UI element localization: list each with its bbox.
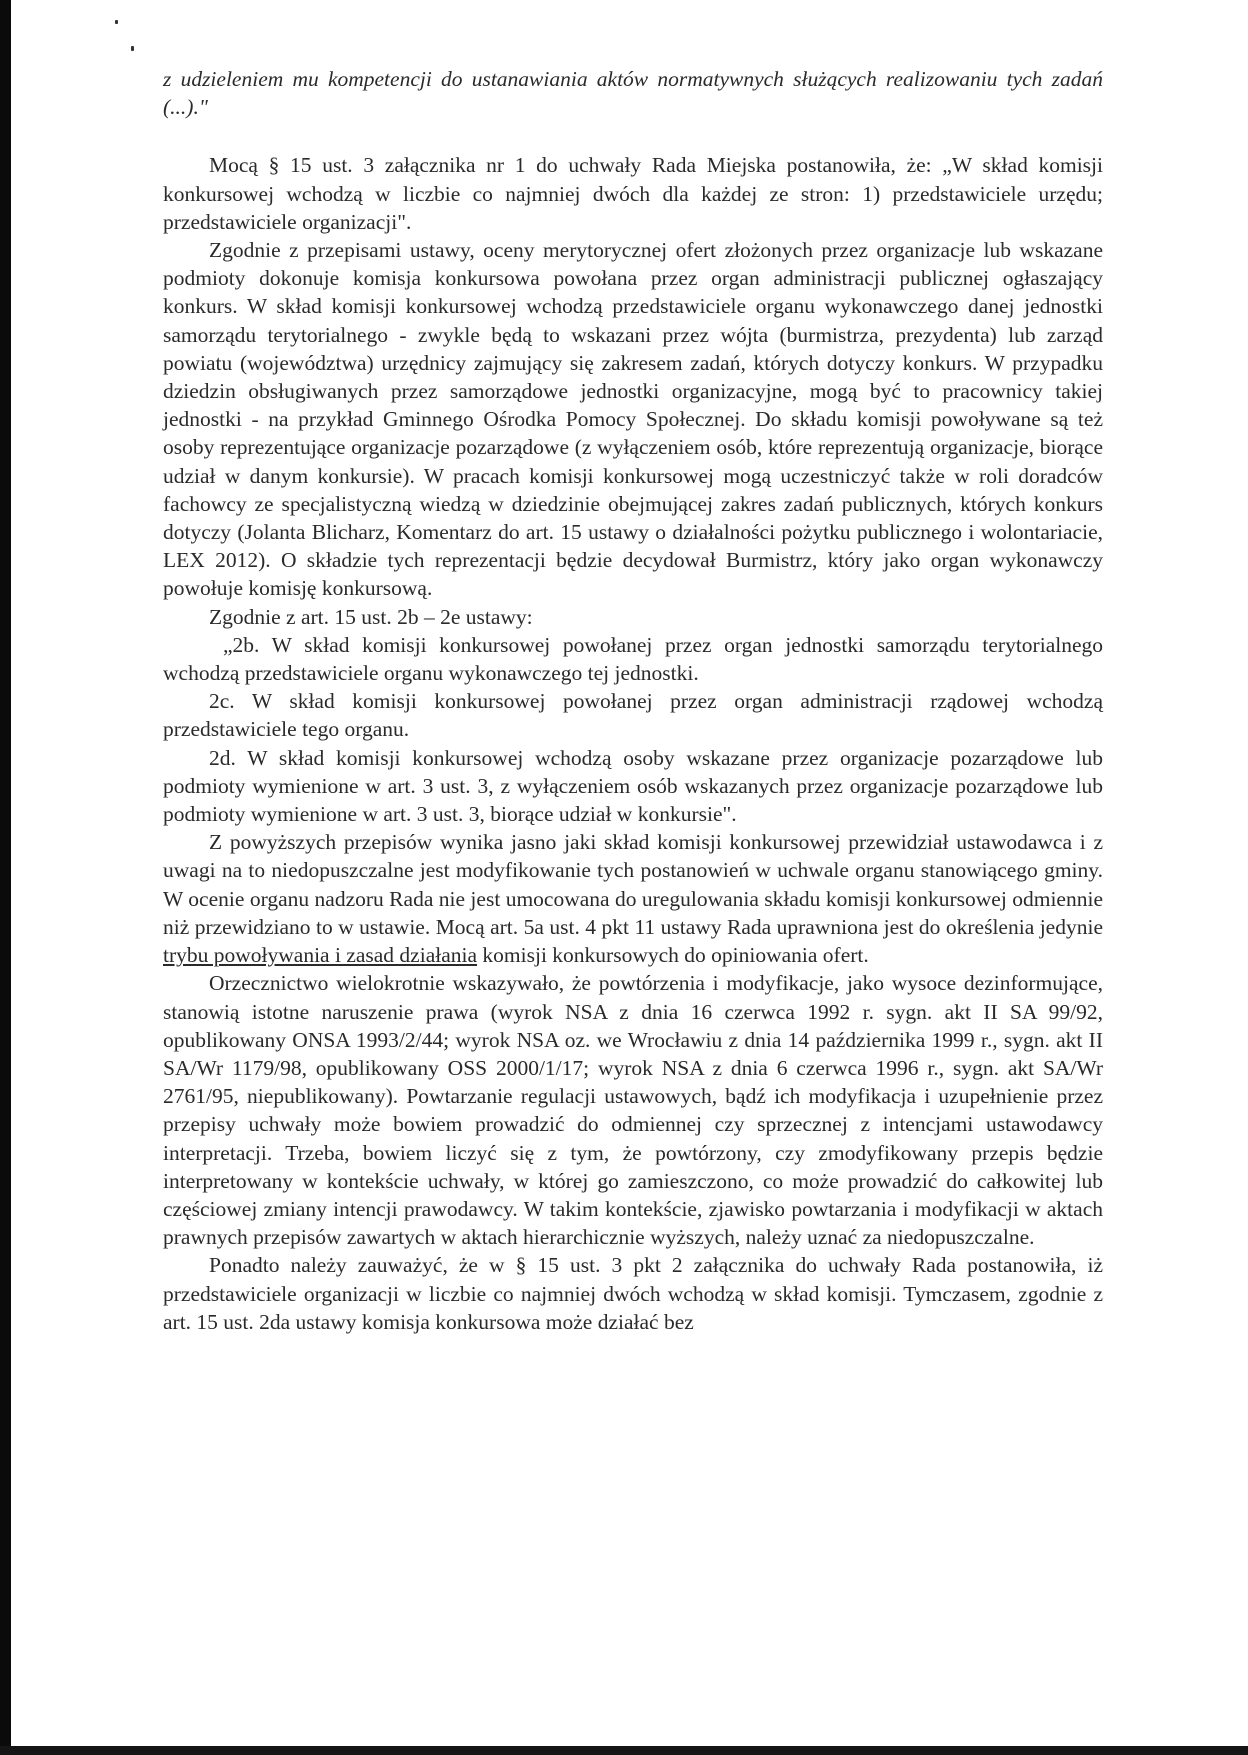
paragraph-1: Mocą § 15 ust. 3 załącznika nr 1 do uchwały Rada Miejska postanowiła, że: „W skład komisji konkursowej wchodzą w liczbie co najmniej dwóch dla każdej ze stron: 1) przedstawiciele urzędu; przedstawiciele organizacji". (163, 153, 1103, 234)
paragraph-6: Ponadto należy zauważyć, że w § 15 ust. 3 pkt 2 załącznika do uchwały Rada postanowiła, iż przedstawiciele organizacji w liczbie co najmniej dwóch wchodzą w skład komisji. Tymczasem, zgodnie z art. 15 ust. 2da ustawy komisja konkursowa może działać bez (163, 1253, 1103, 1334)
scan-speck (131, 46, 134, 51)
quote-2b: „2b. W skład komisji konkursowej powołanej przez organ jednostki samorządu terytorialnego wchodzą przedstawiciele organu wykonawczego tej jednostki. (163, 632, 1103, 686)
scan-bottom-edge (0, 1746, 1248, 1755)
scan-speck (115, 20, 118, 24)
paragraph-4-end: komisji konkursowych do opiniowania ofert. (477, 943, 869, 968)
paragraph-5: Orzecznictwo wielokrotnie wskazywało, że powtórzenia i modyfikacje, jako wysoce dezinformujące, stanowią istotne naruszenie prawa (wyrok NSA z dnia 16 czerwca 1992 r. sygn. akt II SA 99/92, opublikowany ONSA 1993/2/44; wyrok NSA oz. we Wrocławiu z dnia 14 października 1999 r., sygn. akt II SA/Wr 1179/98, opublikowany OSS 2000/1/17; wyrok NSA z dnia 6 czerwca 1996 r., sygn. akt SA/Wr 2761/95, niepublikowany). Powtarzanie regulacji ustawowych, bądź ich modyfikacja i uzupełnienie przez przepisy uchwały może bowiem prowadzić do odmiennej czy sprzecznej z intencjami ustawodawcy interpretacji. Trzeba, bowiem liczyć się z tym, że powtórzony, czy zmodyfikowany przepis będzie interpretowany w kontekście uchwały, w której go zamieszczono, co może prowadzić do całkowitej lub częściowej zmiany intencji prawodawcy. W takim kontekście, zjawisko powtarzania i modyfikacji w aktach prawnych przepisów zawartych w aktach hierarchicznie wyższych, należy uznać za niedopuszczalne. (163, 971, 1103, 1250)
quote-2d: 2d. W skład komisji konkursowej wchodzą osoby wskazane przez organizacje pozarządowe lub podmioty wymienione w art. 3 ust. 3, z wyłączeniem osób wskazanych przez organizacje pozarządowe lub podmioty wymienione w art. 3 ust. 3, biorące udział w konkursie". (163, 745, 1103, 827)
paragraph-3: Zgodnie z art. 15 ust. 2b – 2e ustawy: (209, 604, 533, 629)
scan-left-edge (0, 0, 11, 1755)
paragraph-4-start: Z powyższych przepisów wynika jasno jaki skład komisji konkursowej przewidział ustawodawca i z uwagi na to niedopuszczalne jest modyfikowanie tych postanowień w uchwale organu stanowiącego gminy. W ocenie organu nadzoru Rada nie jest umocowana do uregulowania składu komisji konkursowej odmiennie niż przewidziano to w ustawie. Mocą art. 5a ust. 4 pkt 11 ustawy Rada uprawniona jest do określenia jedynie (163, 830, 1103, 939)
quote-2c: 2c. W skład komisji konkursowej powołanej przez organ administracji rządowej wchodzą przedstawiciele tego organu. (163, 689, 1103, 742)
paragraph-4 (163, 828, 1103, 969)
paragraph-2: Zgodnie z przepisami ustawy, oceny merytorycznej ofert złożonych przez organizacje lub wskazane podmioty dokonuje komisja konkursowa powołana przez organ administracji publicznej ogłaszający konkurs. W skład komisji konkursowej wchodzą przedstawiciele organu wykonawczego danej jednostki samorządu terytorialnego - zwykle będą to wskazani przez wójta (burmistrza, prezydenta) lub zarząd powiatu (województwa) urzędnicy zajmujący się zakresem zadań, których dotyczy konkurs. W przypadku dziedzin obsługiwanych przez samorządowe jednostki organizacyjne, mogą być to pracownicy takiej jednostki - na przykład Gminnego Ośrodka Pomocy Społecznej. Do składu komisji powoływane są też osoby reprezentujące organizacje pozarządowe (z wyłączeniem osób, które reprezentują organizacje, biorące udział w danym konkursie). W pracach komisji konkursowej mogą uczestniczyć także w roli doradców fachowcy ze specjalistyczną wiedzą w dziedzinie obejmującej zakres zadań publicznych, których konkurs dotyczy (Jolanta Blicharz, Komentarz do art. 15 ustawy o działalności pożytku publicznego i wolontariacie, LEX 2012). O składzie tych reprezentacji będzie decydował Burmistrz, który jako organ wykonawczy powołuje komisję konkursową. (163, 238, 1103, 601)
paragraph-4-underlined: trybu powoływania i zasad działania (163, 943, 478, 968)
intro-quote: z udzieleniem mu kompetencji do ustanawiania aktów normatywnych służących realizowaniu tych zadań (...)." (163, 67, 1103, 120)
document-body (163, 65, 1103, 1336)
